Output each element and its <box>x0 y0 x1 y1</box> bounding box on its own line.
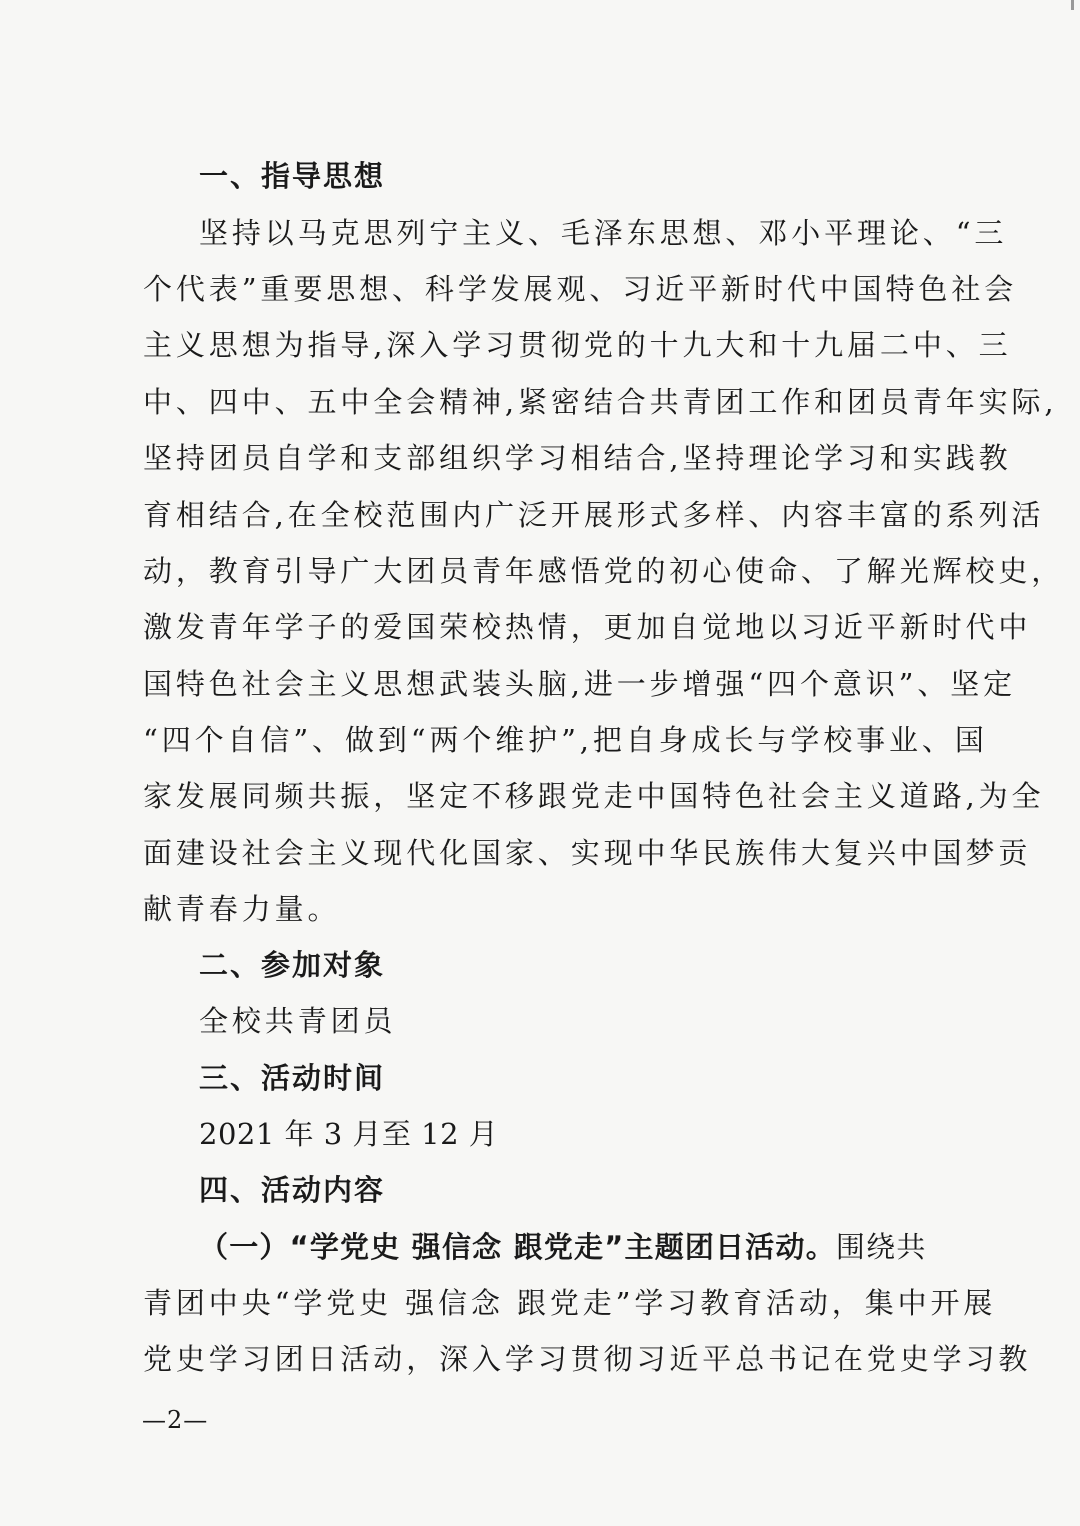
paragraph-line: 2021 年 3 月至 12 月 <box>199 1117 499 1151</box>
page-number: —2— <box>142 1406 209 1434</box>
subsection-title: （一）“学党史 强信念 跟党走”主题团日活动。 <box>199 1230 836 1264</box>
paragraph-line: 主义思想为指导,深入学习贯彻党的十九大和十九届二中、三 <box>143 328 1012 362</box>
section-heading-guiding-ideology: 一、指导思想 <box>199 159 386 193</box>
paragraph-line: 中、四中、五中全会精神,紧密结合共青团工作和团员青年实际, <box>143 385 1058 419</box>
paragraph-line: 坚持团员自学和支部组织学习相结合,坚持理论学习和实践教 <box>143 441 1012 475</box>
paragraph-line: 国特色社会主义思想武装头脑,进一步增强“四个意识”、坚定 <box>143 667 1017 701</box>
paragraph-line: 育相结合,在全校范围内广泛开展形式多样、内容丰富的系列活 <box>143 498 1045 532</box>
section-heading-activity-content: 四、活动内容 <box>199 1173 386 1207</box>
section-heading-activity-time: 三、活动时间 <box>199 1061 386 1095</box>
subsection-lead-continuation: 围绕共 <box>835 1230 927 1264</box>
paragraph-line: 动，教育引导广大团员青年感悟党的初心使命、了解光辉校史， <box>143 554 1065 588</box>
paragraph-line: 全校共青团员 <box>199 1004 397 1038</box>
paragraph-line: “四个自信”、做到“两个维护”,把自身成长与学校事业、国 <box>143 723 988 757</box>
paragraph-line: 献青春力量。 <box>143 892 341 926</box>
section-heading-participants: 二、参加对象 <box>199 948 386 982</box>
paragraph-line: 面建设社会主义现代化国家、实现中华民族伟大复兴中国梦贡 <box>143 836 1032 870</box>
paragraph-line: 青团中央“学党史 强信念 跟党走”学习教育活动，集中开展 <box>143 1286 997 1320</box>
paragraph-line: 个代表”重要思想、科学发展观、习近平新时代中国特色社会 <box>143 272 1018 306</box>
subsection-lead-line <box>199 1219 999 1275</box>
paragraph-line: 家发展同频共振，坚定不移跟党走中国特色社会主义道路,为全 <box>143 779 1045 813</box>
paragraph-line: 激发青年学子的爱国荣校热情，更加自觉地以习近平新时代中 <box>143 610 1032 644</box>
paragraph-line: 坚持以马克思列宁主义、毛泽东思想、邓小平理论、“三 <box>199 216 1008 250</box>
paragraph-line: 党史学习团日活动，深入学习贯彻习近平总书记在党史学习教 <box>143 1342 1032 1376</box>
scan-edge-mark <box>1071 0 1074 10</box>
